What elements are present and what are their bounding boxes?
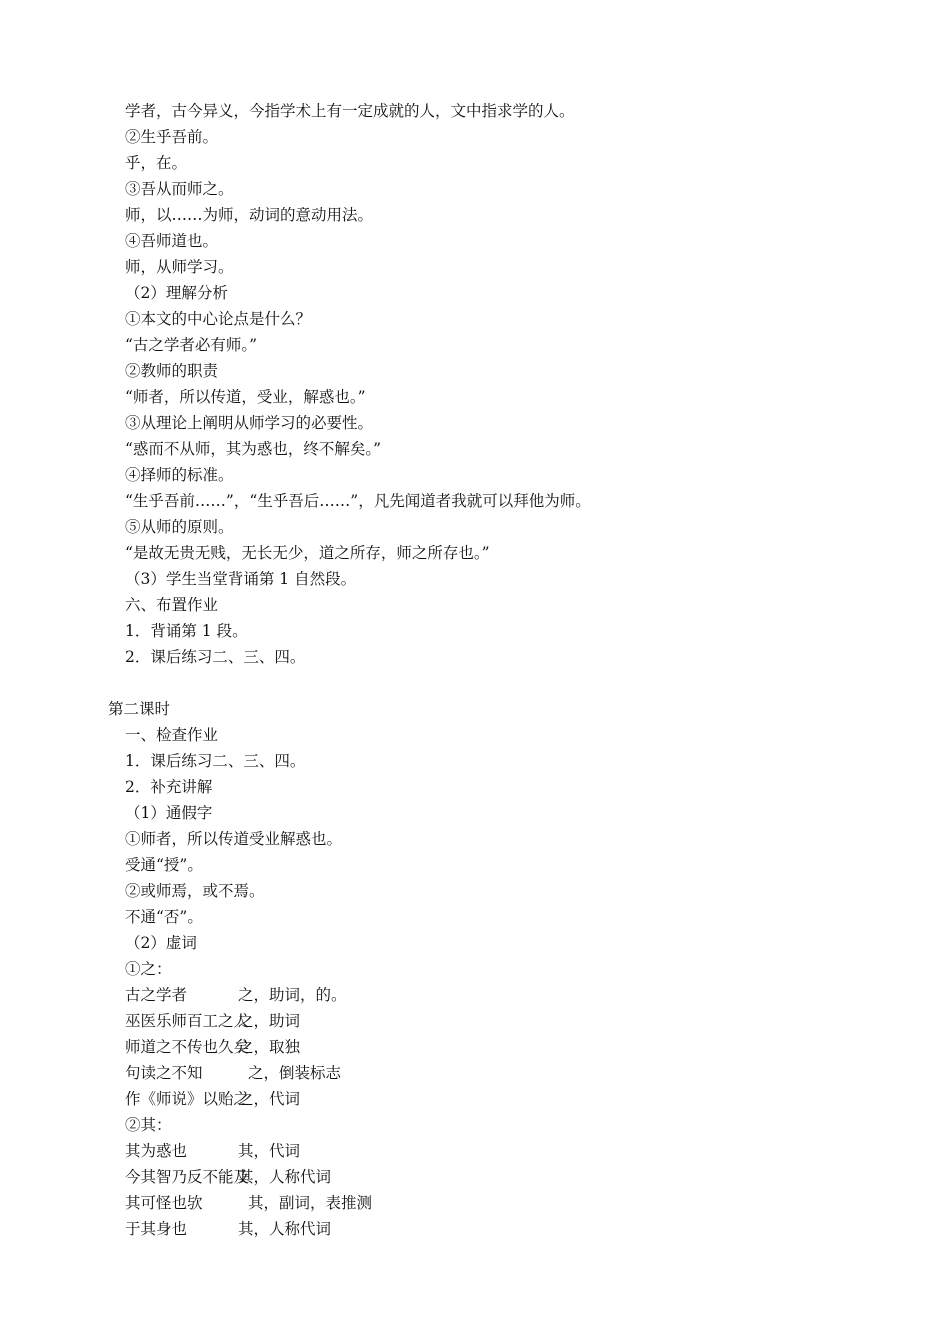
text-line: ②其：	[125, 1116, 172, 1134]
example-phrase: 古之学者	[125, 986, 188, 1004]
text-line: 不通“否”。	[125, 908, 203, 926]
text-line: ②或师焉，或不焉。	[125, 882, 265, 900]
example-gloss: 其，人称代词	[238, 1168, 332, 1186]
text-line: ①师者，所以传道受业解惑也。	[125, 830, 343, 848]
lesson-heading: 第二课时	[108, 700, 171, 718]
text-line: 师，从师学习。	[125, 258, 234, 276]
list-item: 1．课后练习二、三、四。	[125, 752, 306, 770]
quote-line: “师者，所以传道，受业，解惑也。”	[125, 388, 366, 406]
subheading: （2）虚词	[125, 934, 197, 952]
example-row	[0, 1216, 950, 1242]
example-phrase: 其可怪也欤	[125, 1194, 203, 1212]
example-gloss: 其，代词	[238, 1142, 301, 1160]
quote-line: “古之学者必有师。”	[125, 336, 258, 354]
example-row	[0, 1034, 950, 1060]
example-gloss: 之，倒装标志	[248, 1064, 342, 1082]
text-line: ④吾师道也。	[125, 232, 219, 250]
quote-line: “生乎吾前……”，“生乎吾后……”，凡先闻道者我就可以拜他为师。	[125, 492, 591, 510]
list-item: 1．背诵第 1 段。	[125, 622, 248, 640]
example-gloss: 之，助词	[238, 1012, 301, 1030]
text-line: ⑤从师的原则。	[125, 518, 234, 536]
text-line: 乎，在。	[125, 154, 188, 172]
text-line: ①本文的中心论点是什么？	[125, 310, 312, 328]
example-phrase: 师道之不传也久矣	[125, 1038, 250, 1056]
example-gloss: 之，取独	[238, 1038, 301, 1056]
example-row	[0, 982, 950, 1008]
document-page	[0, 98, 950, 1242]
example-phrase: 今其智乃反不能及	[125, 1168, 250, 1186]
example-gloss: 其，人称代词	[238, 1220, 332, 1238]
subheading: （3）学生当堂背诵第 1 自然段。	[125, 570, 357, 588]
quote-line: “是故无贵无贱，无长无少，道之所存，师之所存也。”	[125, 544, 490, 562]
section-heading: 六、布置作业	[125, 596, 219, 614]
subheading: （2）理解分析	[125, 284, 228, 302]
example-row	[0, 1164, 950, 1190]
text-line: 师，以……为师，动词的意动用法。	[125, 206, 374, 224]
text-line: ④择师的标准。	[125, 466, 234, 484]
example-row	[0, 1138, 950, 1164]
example-gloss: 之，代词	[238, 1090, 301, 1108]
text-line: ②教师的职责	[125, 362, 219, 380]
text-line: ③吾从而师之。	[125, 180, 234, 198]
example-phrase: 作《师说》以贻之	[125, 1090, 250, 1108]
spacer	[0, 670, 950, 696]
text-line: 受通“授”。	[125, 856, 203, 874]
text-line: ①之：	[125, 960, 172, 978]
text-line: ②生乎吾前。	[125, 128, 219, 146]
section-heading: 一、检查作业	[125, 726, 219, 744]
example-phrase: 巫医乐师百工之人	[125, 1012, 250, 1030]
example-gloss: 其，副词，表推测	[248, 1194, 373, 1212]
subheading: （1）通假字	[125, 804, 213, 822]
example-row	[0, 1190, 950, 1216]
example-gloss: 之，助词，的。	[238, 986, 347, 1004]
example-row	[0, 1086, 950, 1112]
example-phrase: 句读之不知	[125, 1064, 203, 1082]
example-row	[0, 1008, 950, 1034]
list-item: 2．补充讲解	[125, 778, 213, 796]
example-phrase: 于其身也	[125, 1220, 188, 1238]
text-line: 学者，古今异义，今指学术上有一定成就的人，文中指求学的人。	[125, 102, 575, 120]
example-phrase: 其为惑也	[125, 1142, 188, 1160]
text-line: ③从理论上阐明从师学习的必要性。	[125, 414, 374, 432]
example-row	[0, 1060, 950, 1086]
list-item: 2．课后练习二、三、四。	[125, 648, 306, 666]
quote-line: “惑而不从师，其为惑也，终不解矣。”	[125, 440, 382, 458]
